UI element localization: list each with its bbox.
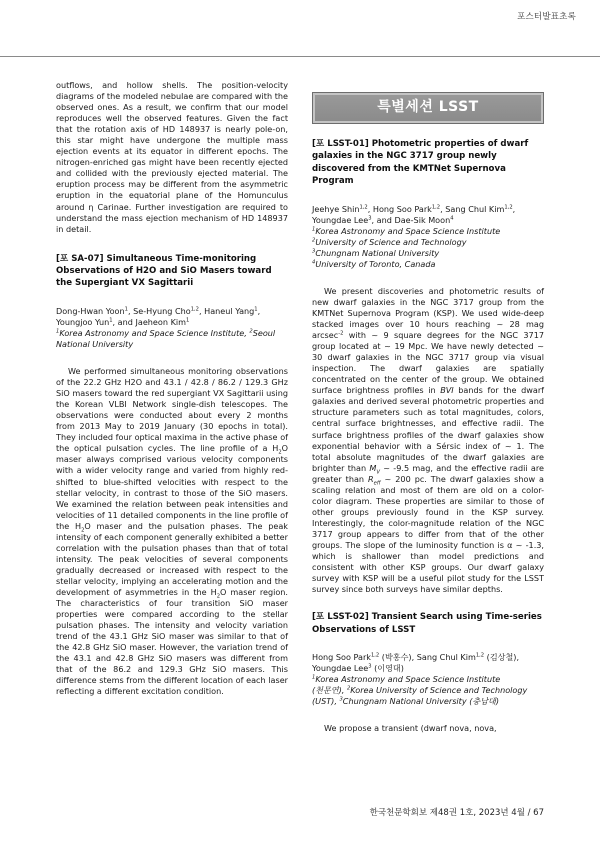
footer-journal: 한국천문학회보 제48권 1호, 2023년 4월 / 67	[369, 808, 544, 818]
left-column	[56, 80, 288, 697]
authors-sa07: Dong-Hwan Yoon$^1$, Se-Hyung Cho$^{1,2}$, Haneul Yang$^1$, Youngjoo Yun$^1$, and Jaeheon Kim$^1$	[56, 305, 261, 327]
abstract-title-lsst02: [포 LSST-02] Transient Search using Time-series Observations of LSST	[312, 612, 542, 635]
affiliations-sa07: $^1$Korea Astronomy and Space Science Institute, $^2$Seoul National University	[56, 327, 276, 350]
section-banner-label: 특별세션 LSST	[377, 99, 479, 116]
affiliation-1: $^1$Korea Astronomy and Space Science Institute	[312, 225, 501, 236]
right-column	[312, 80, 544, 734]
affiliation-3: $^3$Chungnam National University	[312, 247, 440, 258]
authors-lsst01: Jeehye Shin$^{1,2}$, Hong Soo Park$^{1,2}$, Sang Chul Kim$^{1,2}$, Youngdae Lee$^3$, and Dae-Sik Moon$^4$	[312, 203, 516, 225]
section-banner	[312, 92, 544, 124]
header-rule	[0, 56, 600, 57]
affiliations-lsst02: $^1$Korea Astronomy and Space Science Institute (천문연), $^2$Korea University of Science and Technology (UST), $^3$Chungnam National University (충남대)	[312, 674, 528, 707]
authors-lsst02: Hong Soo Park$^{1,2}$ (박홍수), Sang Chul Kim$^{1,2}$ (김상철), Youngdae Lee$^3$ (이영대)	[312, 652, 520, 674]
abstract-body-lsst02: We propose a transient (dwarf nova, nova,	[324, 723, 497, 734]
abstract-body-lsst01: We present discoveries and photometric results of new dwarf galaxies in the NGC 3717 group from the KMTNet Supernova Program (KSP). We used wide-deep stacked images over 10 hours reaching ~ 28 mag arcsec$^{-2}$ with ~ 9 square degrees for the NGC 3717 group located at ~ 19 Mpc. We have newly detected ~ 30 dwarf galaxies in the NGC 3717 group via visual inspection. The dwarf galaxies are spatially concentrated on the center of the group. We obtained surface brightness profiles in BVI bands for the dwarf galaxies and derived several photometric properties and structure parameters such as total magnitudes, colors, central surface brightnesses, and effective radii. The surface brightness profiles of the dwarf galaxies show exponential behavior with a Sérsic index of ~ 1. The total absolute magnitudes of the dwarf galaxies are brighter than $M_V$ ~ -9.5 mag, and the effective radii are greater than $R_{eff}$ ~ 200 pc. The dwarf galaxies show a scaling relation and most of them are old on a color-color diagram. These properties are similar to those of other groups previously found in the KSP survey. Interestingly, the color-magnitude relation of the NGC 3717 group appears to differ from that of the other groups. The slope of the luminosity function is α ~ -1.3, which is shallower than model predictions and consistent with other KSP groups. Our dwarf galaxy survey with KSP will be a useful pilot study for the LSST survey since both surveys have similar depths.	[312, 285, 544, 595]
section-tag: 포스터발표초록	[517, 12, 576, 22]
abstract-title-lsst01: [포 LSST-01] Photometric properties of dwarf galaxies in the NGC 3717 group newly discovered from the KMTNet Supernova Program	[312, 139, 529, 187]
affiliation-2: $^2$University of Science and Technology	[312, 236, 467, 247]
abstract-title-sa07: [포 SA-07] Simultaneous Time-monitoring Observations of H2O and SiO Masers toward the Supergiant VX Sagittarii	[56, 253, 272, 289]
affiliation-4: $^4$University of Toronto, Canada	[312, 258, 436, 269]
continued-abstract-paragraph: outflows, and hollow shells. The position-velocity diagrams of the modeled nebulae are compared with the observed ones. As a result, we confirm that our model reproduces well the observed features. Given the fact that the rotation axis of HD 148937 is nearly pole-on, this star might have undergone the multiple mass ejection events at its equator in different epochs. The nitrogen-enriched gas might have been recently ejected and collided with the previously ejected material. The eruption process may be different from the asymmetric eruption in the equatorial plane of the Homunculus around η Carinae. Further investigation are required to understand the mass ejection mechanism of HD 148937 in detail.	[56, 80, 288, 234]
abstract-body-sa07: We performed simultaneous monitoring observations of the 22.2 GHz H2O and 43.1 / 42.8 / 86.2 / 129.3 GHz SiO masers toward the red supergiant VX Sagittarii using the Korean VLBI Network single-dish telescopes. The observations were conducted about every 2 months from 2013 May to 2019 January (30 epochs in total). They included four optical maxima in the active phase of the optical pulsation cycles. The line profile of a $H_2O$ maser always comprised various velocity components with a wider velocity range and varied from highly red-shifted to blue-shifted velocities with respect to the stellar velocity, in contrast to those of the SiO masers. We examined the relation between peak intensities and velocities of 11 detailed components in the line profile of the $H_2O$ maser and the pulsation phases. The peak intensity of each component generally exhibited a better correlation with the pulsation phases than that of total intensity. The peak velocities of several components gradually decreased or increased with respect to the stellar velocity, implying an accelerating motion and the development of asymmetries in the $H_2O$ maser region. The characteristics of four transition SiO maser properties were compared according to the stellar pulsation phases. The intensity and velocity variation trend of the 43.1 GHz SiO maser was similar to that of the 42.8 GHz SiO maser. However, the variation trend of the 43.1 and 42.8 GHz SiO masers was different from that of the 86.2 and 129.3 GHz SiO masers. This difference stems from the different location of each laser reflecting a different excitation condition.	[56, 366, 288, 697]
